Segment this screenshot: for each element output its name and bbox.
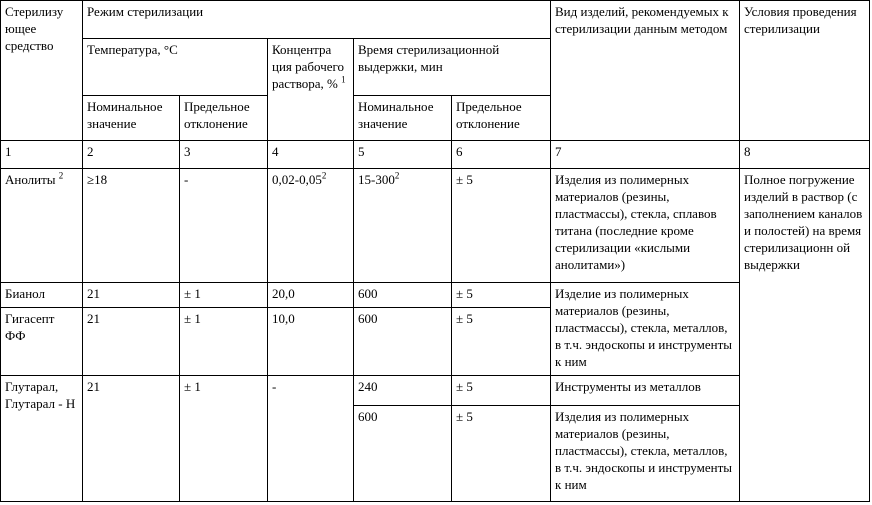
header-conditions: Условия проведения стерилизации — [740, 1, 870, 141]
column-number: 8 — [740, 140, 870, 168]
time-nominal: 600 — [354, 405, 452, 501]
sterilization-conditions: Полное погружение изделий в раствор (с заполнением каналов и полостей) на время стерилизационн ой выдержки — [740, 168, 870, 501]
header-time-nominal: Номинальное значение — [354, 96, 452, 141]
temp-deviation: ± 1 — [180, 307, 268, 376]
column-number: 5 — [354, 140, 452, 168]
header-temperature: Температура, °С — [83, 39, 268, 96]
agent-gigasept: Гигасепт ФФ — [1, 307, 83, 376]
temp-nominal: 21 — [83, 307, 180, 376]
time-deviation: ± 5 — [452, 168, 551, 282]
column-number: 6 — [452, 140, 551, 168]
table-row — [1, 168, 870, 282]
header-temp-nominal: Номинальное значение — [83, 96, 180, 141]
time-deviation: ± 5 — [452, 376, 551, 405]
temp-nominal: 21 — [83, 376, 180, 502]
concentration: 0,02-0,05$^2$ — [268, 168, 354, 282]
header-mode: Режим стерилизации — [83, 1, 551, 39]
column-number: 4 — [268, 140, 354, 168]
temp-nominal: ≥18 — [83, 168, 180, 282]
column-number: 2 — [83, 140, 180, 168]
column-number: 3 — [180, 140, 268, 168]
concentration: 20,0 — [268, 283, 354, 307]
agent-bianol: Бианол — [1, 283, 83, 307]
header-agent: Стерилизу ющее средство — [1, 1, 83, 141]
concentration: - — [268, 376, 354, 502]
temp-nominal: 21 — [83, 283, 180, 307]
agent-anolity: Анолиты $^2$ — [1, 168, 83, 282]
time-deviation: ± 5 — [452, 283, 551, 307]
temp-deviation: ± 1 — [180, 376, 268, 502]
column-number: 7 — [551, 140, 740, 168]
time-deviation: ± 5 — [452, 405, 551, 501]
footnote-2: 2 — [58, 170, 64, 181]
time-nominal: 240 — [354, 376, 452, 405]
time-nominal: $15-300^2$ — [354, 168, 452, 282]
table-row — [1, 376, 870, 405]
products-bianol-gigasept: Изделие из полимерных материалов (резины, пластмассы), стекла, металлов, в т.ч. эндоскопы и инструменты к ним — [551, 283, 740, 376]
temp-deviation: ± 1 — [180, 283, 268, 307]
agent-glutaral: Глутарал, Глутарал - Н — [1, 376, 83, 502]
time-deviation: ± 5 — [452, 307, 551, 376]
products-glutaral-metal: Инструменты из металлов — [551, 376, 740, 405]
time-nominal: 600 — [354, 283, 452, 307]
header-time: Время стерилизационной выдержки, мин — [354, 39, 551, 96]
time-nominal: 600 — [354, 307, 452, 376]
temp-deviation: - — [180, 168, 268, 282]
header-products: Вид изделий, рекомендуемых к стерилизации данным методом — [551, 1, 740, 141]
header-temp-deviation: Предельное отклонение — [180, 96, 268, 141]
header-time-deviation: Предельное отклонение — [452, 96, 551, 141]
concentration: 10,0 — [268, 307, 354, 376]
header-concentration: Концентра ция рабочего раствора, % $^1$ — [268, 39, 354, 140]
column-number: 1 — [1, 140, 83, 168]
footnote-1: 1 — [341, 75, 346, 86]
products-anolity: Изделия из полимерных материалов (резины, пластмассы), стекла, сплавов титана (последние кроме стерилизации «кислыми анолитами») — [551, 168, 740, 282]
table-row — [1, 283, 870, 307]
products-glutaral-polymer: Изделия из полимерных материалов (резины, пластмассы), стекла, металлов, в т.ч. эндоскопы и инструменты к ним — [551, 405, 740, 501]
